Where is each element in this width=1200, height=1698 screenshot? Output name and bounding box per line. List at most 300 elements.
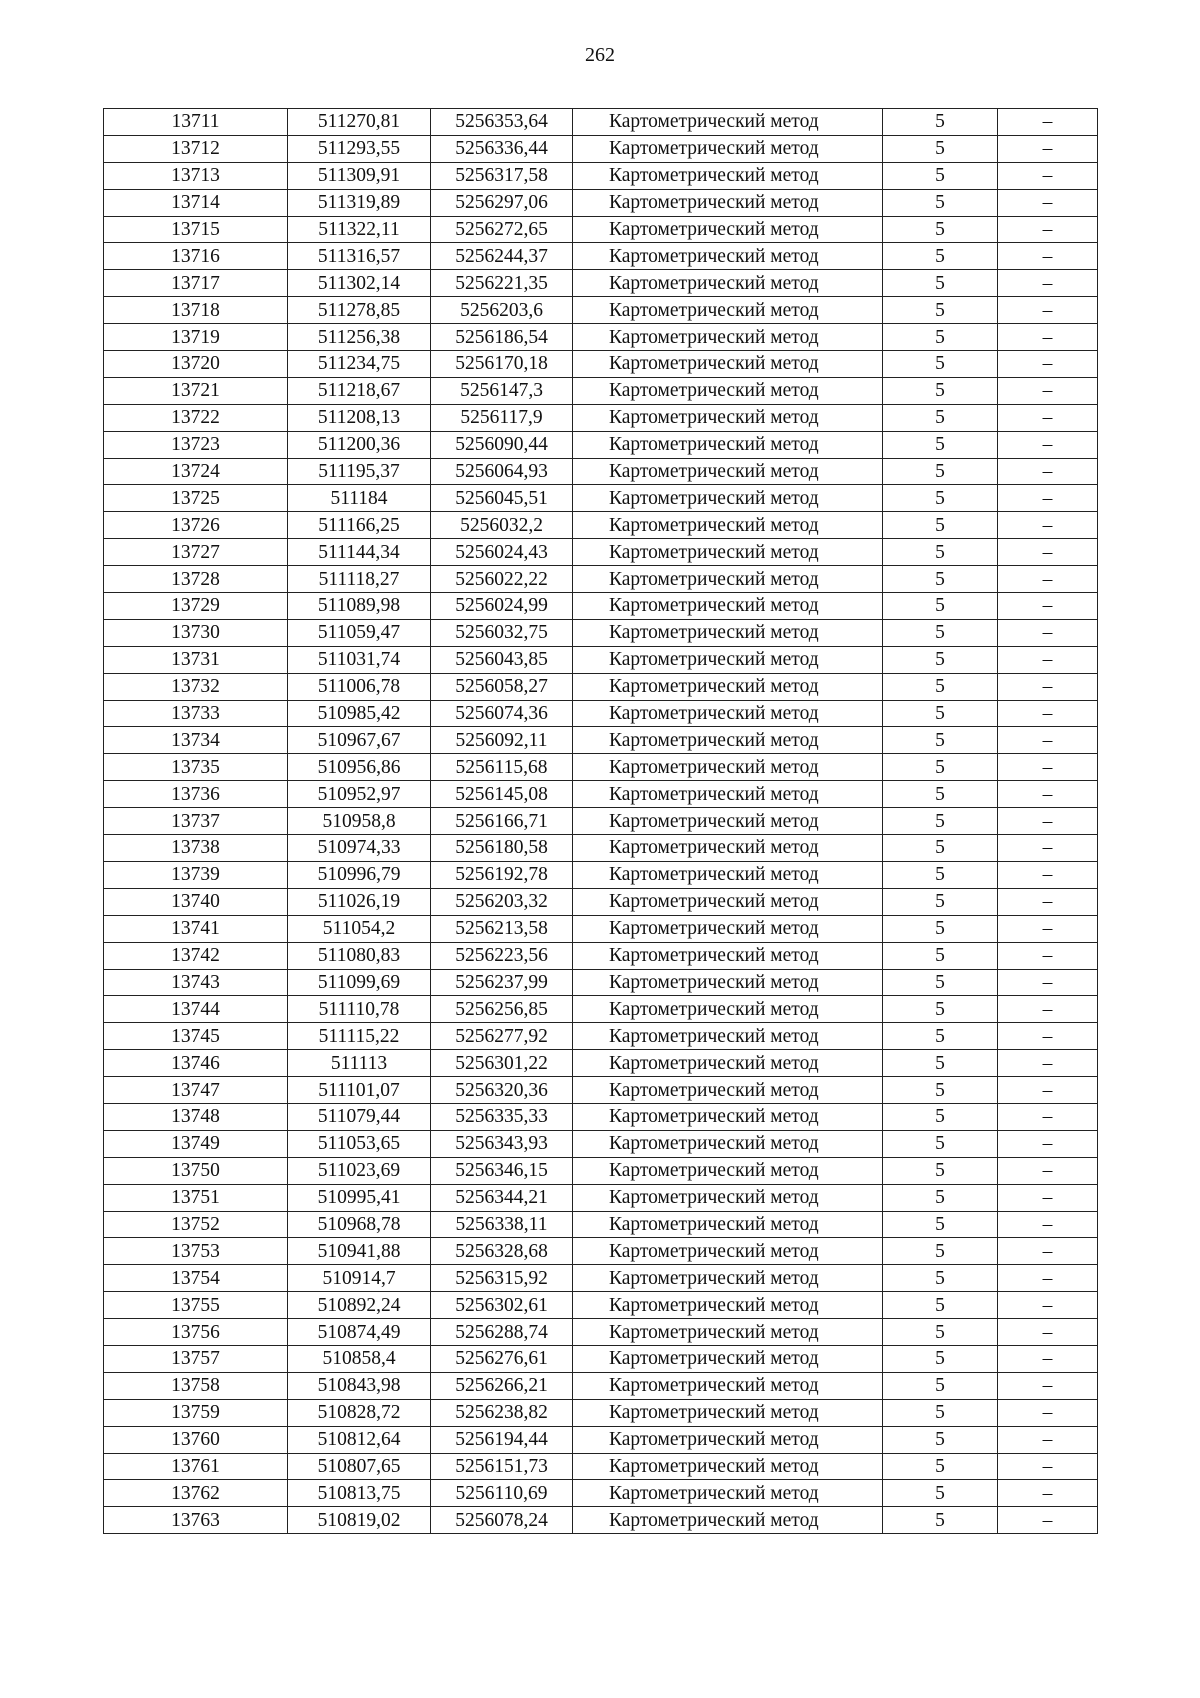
accuracy-cell: 5	[883, 969, 998, 996]
table-row	[104, 1023, 1098, 1050]
x-coordinate-cell: 511208,13	[288, 404, 431, 431]
table-row	[104, 135, 1098, 162]
point-number-cell: 13731	[104, 646, 288, 673]
point-number-cell: 13717	[104, 270, 288, 297]
x-coordinate-cell: 511089,98	[288, 593, 431, 620]
note-cell: –	[998, 1345, 1098, 1372]
y-coordinate-cell: 5256186,54	[431, 324, 573, 351]
accuracy-cell: 5	[883, 673, 998, 700]
x-coordinate-cell: 511059,47	[288, 619, 431, 646]
method-cell: Картометрический метод	[573, 1130, 883, 1157]
point-number-cell: 13721	[104, 377, 288, 404]
y-coordinate-cell: 5256317,58	[431, 162, 573, 189]
accuracy-cell: 5	[883, 1372, 998, 1399]
point-number-cell: 13713	[104, 162, 288, 189]
note-cell: –	[998, 1211, 1098, 1238]
table-row	[104, 270, 1098, 297]
page-number: 262	[585, 44, 615, 66]
point-number-cell: 13747	[104, 1077, 288, 1104]
y-coordinate-cell: 5256092,11	[431, 727, 573, 754]
y-coordinate-cell: 5256213,58	[431, 915, 573, 942]
note-cell: –	[998, 1399, 1098, 1426]
method-cell: Картометрический метод	[573, 1399, 883, 1426]
table-row	[104, 566, 1098, 593]
note-cell: –	[998, 404, 1098, 431]
accuracy-cell: 5	[883, 996, 998, 1023]
point-number-cell: 13751	[104, 1184, 288, 1211]
note-cell: –	[998, 861, 1098, 888]
note-cell: –	[998, 1130, 1098, 1157]
accuracy-cell: 5	[883, 297, 998, 324]
table-row	[104, 1184, 1098, 1211]
note-cell: –	[998, 216, 1098, 243]
accuracy-cell: 5	[883, 808, 998, 835]
accuracy-cell: 5	[883, 1211, 998, 1238]
y-coordinate-cell: 5256335,33	[431, 1103, 573, 1130]
point-number-cell: 13732	[104, 673, 288, 700]
y-coordinate-cell: 5256151,73	[431, 1453, 573, 1480]
method-cell: Картометрический метод	[573, 727, 883, 754]
accuracy-cell: 5	[883, 1507, 998, 1534]
table-row	[104, 835, 1098, 862]
accuracy-cell: 5	[883, 162, 998, 189]
y-coordinate-cell: 5256244,37	[431, 243, 573, 270]
method-cell: Картометрический метод	[573, 1184, 883, 1211]
table-row	[104, 404, 1098, 431]
y-coordinate-cell: 5256180,58	[431, 835, 573, 862]
x-coordinate-cell: 511256,38	[288, 324, 431, 351]
method-cell: Картометрический метод	[573, 835, 883, 862]
table-row	[104, 1453, 1098, 1480]
note-cell: –	[998, 915, 1098, 942]
y-coordinate-cell: 5256223,56	[431, 942, 573, 969]
accuracy-cell: 5	[883, 377, 998, 404]
point-number-cell: 13737	[104, 808, 288, 835]
y-coordinate-cell: 5256110,69	[431, 1480, 573, 1507]
point-number-cell: 13728	[104, 566, 288, 593]
note-cell: –	[998, 646, 1098, 673]
y-coordinate-cell: 5256064,93	[431, 458, 573, 485]
method-cell: Картометрический метод	[573, 1265, 883, 1292]
point-number-cell: 13753	[104, 1238, 288, 1265]
x-coordinate-cell: 510874,49	[288, 1319, 431, 1346]
note-cell: –	[998, 431, 1098, 458]
table-row	[104, 1480, 1098, 1507]
accuracy-cell: 5	[883, 781, 998, 808]
x-coordinate-cell: 511023,69	[288, 1157, 431, 1184]
method-cell: Картометрический метод	[573, 1292, 883, 1319]
point-number-cell: 13723	[104, 431, 288, 458]
x-coordinate-cell: 510813,75	[288, 1480, 431, 1507]
y-coordinate-cell: 5256074,36	[431, 700, 573, 727]
x-coordinate-cell: 510819,02	[288, 1507, 431, 1534]
point-number-cell: 13761	[104, 1453, 288, 1480]
x-coordinate-cell: 510858,4	[288, 1345, 431, 1372]
note-cell: –	[998, 1103, 1098, 1130]
x-coordinate-cell: 511270,81	[288, 109, 431, 136]
method-cell: Картометрический метод	[573, 888, 883, 915]
x-coordinate-cell: 511316,57	[288, 243, 431, 270]
y-coordinate-cell: 5256170,18	[431, 351, 573, 378]
point-number-cell: 13758	[104, 1372, 288, 1399]
point-number-cell: 13749	[104, 1130, 288, 1157]
y-coordinate-cell: 5256297,06	[431, 189, 573, 216]
method-cell: Картометрический метод	[573, 754, 883, 781]
y-coordinate-cell: 5256032,2	[431, 512, 573, 539]
method-cell: Картометрический метод	[573, 1050, 883, 1077]
method-cell: Картометрический метод	[573, 404, 883, 431]
note-cell: –	[998, 593, 1098, 620]
table-row	[104, 888, 1098, 915]
point-number-cell: 13714	[104, 189, 288, 216]
note-cell: –	[998, 351, 1098, 378]
method-cell: Картометрический метод	[573, 566, 883, 593]
x-coordinate-cell: 510968,78	[288, 1211, 431, 1238]
y-coordinate-cell: 5256032,75	[431, 619, 573, 646]
point-number-cell: 13752	[104, 1211, 288, 1238]
accuracy-cell: 5	[883, 835, 998, 862]
x-coordinate-cell: 510958,8	[288, 808, 431, 835]
table-row	[104, 915, 1098, 942]
method-cell: Картометрический метод	[573, 1319, 883, 1346]
y-coordinate-cell: 5256320,36	[431, 1077, 573, 1104]
method-cell: Картометрический метод	[573, 700, 883, 727]
x-coordinate-cell: 511293,55	[288, 135, 431, 162]
y-coordinate-cell: 5256145,08	[431, 781, 573, 808]
accuracy-cell: 5	[883, 646, 998, 673]
y-coordinate-cell: 5256115,68	[431, 754, 573, 781]
y-coordinate-cell: 5256315,92	[431, 1265, 573, 1292]
method-cell: Картометрический метод	[573, 1372, 883, 1399]
point-number-cell: 13745	[104, 1023, 288, 1050]
note-cell: –	[998, 1453, 1098, 1480]
method-cell: Картометрический метод	[573, 1023, 883, 1050]
x-coordinate-cell: 511319,89	[288, 189, 431, 216]
note-cell: –	[998, 1238, 1098, 1265]
accuracy-cell: 5	[883, 1023, 998, 1050]
table-row	[104, 593, 1098, 620]
x-coordinate-cell: 511054,2	[288, 915, 431, 942]
method-cell: Картометрический метод	[573, 593, 883, 620]
accuracy-cell: 5	[883, 1319, 998, 1346]
table-row	[104, 727, 1098, 754]
point-number-cell: 13718	[104, 297, 288, 324]
note-cell: –	[998, 243, 1098, 270]
x-coordinate-cell: 511234,75	[288, 351, 431, 378]
table-row	[104, 1265, 1098, 1292]
table-row	[104, 377, 1098, 404]
x-coordinate-cell: 511053,65	[288, 1130, 431, 1157]
accuracy-cell: 5	[883, 1265, 998, 1292]
y-coordinate-cell: 5256147,3	[431, 377, 573, 404]
table-row	[104, 1507, 1098, 1534]
point-number-cell: 13743	[104, 969, 288, 996]
accuracy-cell: 5	[883, 593, 998, 620]
y-coordinate-cell: 5256276,61	[431, 1345, 573, 1372]
accuracy-cell: 5	[883, 1345, 998, 1372]
y-coordinate-cell: 5256288,74	[431, 1319, 573, 1346]
y-coordinate-cell: 5256221,35	[431, 270, 573, 297]
y-coordinate-cell: 5256024,43	[431, 539, 573, 566]
x-coordinate-cell: 511200,36	[288, 431, 431, 458]
table-row	[104, 485, 1098, 512]
point-number-cell: 13734	[104, 727, 288, 754]
method-cell: Картометрический метод	[573, 1077, 883, 1104]
point-number-cell: 13755	[104, 1292, 288, 1319]
x-coordinate-cell: 511099,69	[288, 969, 431, 996]
accuracy-cell: 5	[883, 1238, 998, 1265]
note-cell: –	[998, 1050, 1098, 1077]
method-cell: Картометрический метод	[573, 781, 883, 808]
point-number-cell: 13712	[104, 135, 288, 162]
note-cell: –	[998, 512, 1098, 539]
y-coordinate-cell: 5256117,9	[431, 404, 573, 431]
x-coordinate-cell: 511080,83	[288, 942, 431, 969]
accuracy-cell: 5	[883, 700, 998, 727]
note-cell: –	[998, 566, 1098, 593]
x-coordinate-cell: 511115,22	[288, 1023, 431, 1050]
accuracy-cell: 5	[883, 135, 998, 162]
method-cell: Картометрический метод	[573, 485, 883, 512]
note-cell: –	[998, 1480, 1098, 1507]
x-coordinate-cell: 511309,91	[288, 162, 431, 189]
table-row	[104, 109, 1098, 136]
method-cell: Картометрический метод	[573, 135, 883, 162]
point-number-cell: 13722	[104, 404, 288, 431]
method-cell: Картометрический метод	[573, 458, 883, 485]
x-coordinate-cell: 511118,27	[288, 566, 431, 593]
method-cell: Картометрический метод	[573, 915, 883, 942]
point-number-cell: 13726	[104, 512, 288, 539]
table-row	[104, 700, 1098, 727]
x-coordinate-cell: 511184	[288, 485, 431, 512]
table-row	[104, 1426, 1098, 1453]
table-row	[104, 969, 1098, 996]
method-cell: Картометрический метод	[573, 351, 883, 378]
note-cell: –	[998, 162, 1098, 189]
note-cell: –	[998, 700, 1098, 727]
method-cell: Картометрический метод	[573, 324, 883, 351]
method-cell: Картометрический метод	[573, 431, 883, 458]
note-cell: –	[998, 969, 1098, 996]
accuracy-cell: 5	[883, 1292, 998, 1319]
x-coordinate-cell: 511031,74	[288, 646, 431, 673]
y-coordinate-cell: 5256166,71	[431, 808, 573, 835]
table-row	[104, 539, 1098, 566]
y-coordinate-cell: 5256192,78	[431, 861, 573, 888]
y-coordinate-cell: 5256266,21	[431, 1372, 573, 1399]
accuracy-cell: 5	[883, 1480, 998, 1507]
y-coordinate-cell: 5256353,64	[431, 109, 573, 136]
accuracy-cell: 5	[883, 1050, 998, 1077]
y-coordinate-cell: 5256277,92	[431, 1023, 573, 1050]
table-row	[104, 754, 1098, 781]
point-number-cell: 13741	[104, 915, 288, 942]
table-row	[104, 1345, 1098, 1372]
table-row	[104, 1292, 1098, 1319]
method-cell: Картометрический метод	[573, 1426, 883, 1453]
point-number-cell: 13720	[104, 351, 288, 378]
point-number-cell: 13711	[104, 109, 288, 136]
y-coordinate-cell: 5256238,82	[431, 1399, 573, 1426]
point-number-cell: 13762	[104, 1480, 288, 1507]
accuracy-cell: 5	[883, 915, 998, 942]
note-cell: –	[998, 135, 1098, 162]
x-coordinate-cell: 510985,42	[288, 700, 431, 727]
note-cell: –	[998, 942, 1098, 969]
x-coordinate-cell: 511113	[288, 1050, 431, 1077]
method-cell: Картометрический метод	[573, 1507, 883, 1534]
point-number-cell: 13754	[104, 1265, 288, 1292]
y-coordinate-cell: 5256058,27	[431, 673, 573, 700]
y-coordinate-cell: 5256022,22	[431, 566, 573, 593]
point-number-cell: 13729	[104, 593, 288, 620]
x-coordinate-cell: 510843,98	[288, 1372, 431, 1399]
method-cell: Картометрический метод	[573, 1211, 883, 1238]
y-coordinate-cell: 5256272,65	[431, 216, 573, 243]
accuracy-cell: 5	[883, 431, 998, 458]
point-number-cell: 13744	[104, 996, 288, 1023]
point-number-cell: 13736	[104, 781, 288, 808]
y-coordinate-cell: 5256346,15	[431, 1157, 573, 1184]
note-cell: –	[998, 1292, 1098, 1319]
note-cell: –	[998, 485, 1098, 512]
note-cell: –	[998, 1507, 1098, 1534]
point-number-cell: 13730	[104, 619, 288, 646]
accuracy-cell: 5	[883, 1130, 998, 1157]
note-cell: –	[998, 996, 1098, 1023]
point-number-cell: 13760	[104, 1426, 288, 1453]
x-coordinate-cell: 510892,24	[288, 1292, 431, 1319]
table-row	[104, 297, 1098, 324]
accuracy-cell: 5	[883, 404, 998, 431]
method-cell: Картометрический метод	[573, 969, 883, 996]
table-row	[104, 431, 1098, 458]
note-cell: –	[998, 109, 1098, 136]
point-number-cell: 13739	[104, 861, 288, 888]
x-coordinate-cell: 510807,65	[288, 1453, 431, 1480]
x-coordinate-cell: 510956,86	[288, 754, 431, 781]
x-coordinate-cell: 510812,64	[288, 1426, 431, 1453]
table-row	[104, 1211, 1098, 1238]
x-coordinate-cell: 510995,41	[288, 1184, 431, 1211]
x-coordinate-cell: 511278,85	[288, 297, 431, 324]
y-coordinate-cell: 5256302,61	[431, 1292, 573, 1319]
method-cell: Картометрический метод	[573, 1103, 883, 1130]
table-row	[104, 619, 1098, 646]
method-cell: Картометрический метод	[573, 1345, 883, 1372]
y-coordinate-cell: 5256090,44	[431, 431, 573, 458]
accuracy-cell: 5	[883, 324, 998, 351]
y-coordinate-cell: 5256344,21	[431, 1184, 573, 1211]
note-cell: –	[998, 458, 1098, 485]
x-coordinate-cell: 511026,19	[288, 888, 431, 915]
accuracy-cell: 5	[883, 109, 998, 136]
table-row	[104, 646, 1098, 673]
note-cell: –	[998, 377, 1098, 404]
accuracy-cell: 5	[883, 1103, 998, 1130]
accuracy-cell: 5	[883, 942, 998, 969]
y-coordinate-cell: 5256343,93	[431, 1130, 573, 1157]
table-row	[104, 781, 1098, 808]
method-cell: Картометрический метод	[573, 1453, 883, 1480]
note-cell: –	[998, 1372, 1098, 1399]
point-number-cell: 13735	[104, 754, 288, 781]
table-row	[104, 189, 1098, 216]
method-cell: Картометрический метод	[573, 377, 883, 404]
y-coordinate-cell: 5256256,85	[431, 996, 573, 1023]
note-cell: –	[998, 539, 1098, 566]
table-row	[104, 243, 1098, 270]
x-coordinate-cell: 511079,44	[288, 1103, 431, 1130]
table-row	[104, 1319, 1098, 1346]
table-row	[104, 861, 1098, 888]
note-cell: –	[998, 754, 1098, 781]
accuracy-cell: 5	[883, 1399, 998, 1426]
table-row	[104, 1130, 1098, 1157]
point-number-cell: 13759	[104, 1399, 288, 1426]
note-cell: –	[998, 1426, 1098, 1453]
method-cell: Картометрический метод	[573, 942, 883, 969]
method-cell: Картометрический метод	[573, 996, 883, 1023]
table-row	[104, 324, 1098, 351]
table-row	[104, 942, 1098, 969]
table-row	[104, 1399, 1098, 1426]
note-cell: –	[998, 673, 1098, 700]
table-row	[104, 996, 1098, 1023]
table-row	[104, 216, 1098, 243]
method-cell: Картометрический метод	[573, 512, 883, 539]
x-coordinate-cell: 511006,78	[288, 673, 431, 700]
note-cell: –	[998, 270, 1098, 297]
accuracy-cell: 5	[883, 539, 998, 566]
point-number-cell: 13750	[104, 1157, 288, 1184]
accuracy-cell: 5	[883, 270, 998, 297]
table-row	[104, 1103, 1098, 1130]
x-coordinate-cell: 511166,25	[288, 512, 431, 539]
table-row	[104, 1238, 1098, 1265]
note-cell: –	[998, 1319, 1098, 1346]
accuracy-cell: 5	[883, 566, 998, 593]
accuracy-cell: 5	[883, 485, 998, 512]
y-coordinate-cell: 5256338,11	[431, 1211, 573, 1238]
y-coordinate-cell: 5256237,99	[431, 969, 573, 996]
coordinates-table	[103, 108, 1098, 1534]
table-row	[104, 1077, 1098, 1104]
point-number-cell: 13719	[104, 324, 288, 351]
method-cell: Картометрический метод	[573, 297, 883, 324]
point-number-cell: 13716	[104, 243, 288, 270]
x-coordinate-cell: 510941,88	[288, 1238, 431, 1265]
accuracy-cell: 5	[883, 1157, 998, 1184]
accuracy-cell: 5	[883, 754, 998, 781]
x-coordinate-cell: 511110,78	[288, 996, 431, 1023]
coordinates-table-body	[104, 109, 1098, 1534]
accuracy-cell: 5	[883, 216, 998, 243]
point-number-cell: 13763	[104, 1507, 288, 1534]
y-coordinate-cell: 5256078,24	[431, 1507, 573, 1534]
method-cell: Картометрический метод	[573, 1157, 883, 1184]
point-number-cell: 13715	[104, 216, 288, 243]
note-cell: –	[998, 808, 1098, 835]
x-coordinate-cell: 511302,14	[288, 270, 431, 297]
y-coordinate-cell: 5256328,68	[431, 1238, 573, 1265]
note-cell: –	[998, 1265, 1098, 1292]
note-cell: –	[998, 1023, 1098, 1050]
x-coordinate-cell: 510914,7	[288, 1265, 431, 1292]
y-coordinate-cell: 5256336,44	[431, 135, 573, 162]
note-cell: –	[998, 324, 1098, 351]
